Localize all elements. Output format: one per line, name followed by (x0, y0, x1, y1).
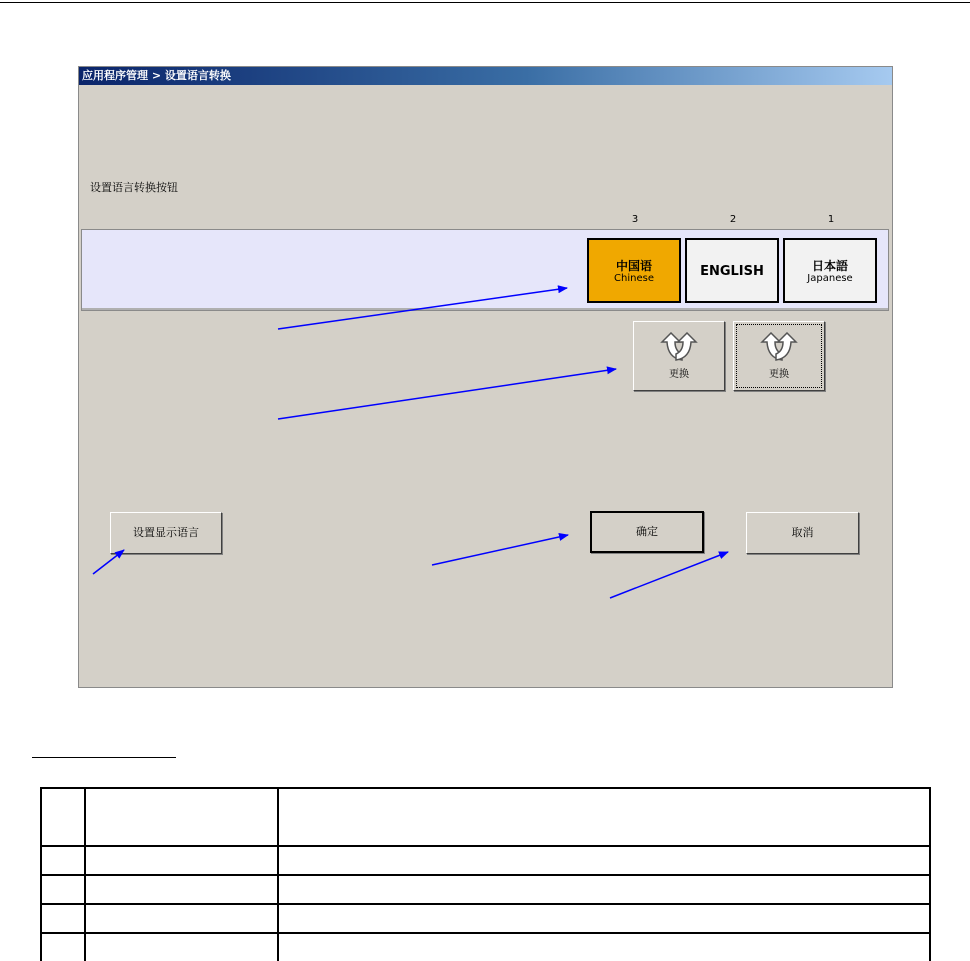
table-row (41, 846, 930, 875)
japanese-language-button[interactable] (783, 238, 877, 303)
breadcrumb: 应用程序管理 > 设置语言转换 (79, 67, 892, 85)
table-cell (41, 846, 85, 875)
language-settings-screen (78, 66, 893, 688)
language-switch-section-label: 设置语言转换按钮 (90, 181, 178, 194)
table-row (41, 875, 930, 904)
language-order-number: 2 (729, 214, 737, 225)
table-cell (85, 846, 278, 875)
ok-button[interactable]: 确定 (590, 511, 704, 553)
language-button-label: ENGLISH (700, 264, 764, 279)
description-table (40, 787, 931, 961)
table-cell (85, 933, 278, 961)
language-order-number: 3 (631, 214, 639, 225)
table-header-row (41, 788, 930, 846)
language-order-number: 1 (827, 214, 835, 225)
table-cell (278, 904, 930, 933)
cancel-button[interactable]: 取消 (746, 512, 859, 554)
language-button-sublabel: Chinese (614, 273, 654, 284)
language-button-label: 日本語 (811, 259, 848, 273)
swap-left-button[interactable] (633, 321, 725, 391)
table-cell (278, 846, 930, 875)
table-row (41, 904, 930, 933)
english-language-button[interactable] (685, 238, 779, 303)
set-display-language-button[interactable]: 设置显示语言 (110, 512, 222, 554)
table-cell (41, 904, 85, 933)
figure-caption (32, 740, 176, 758)
table-cell (85, 904, 278, 933)
table-cell (278, 933, 930, 961)
table-cell (41, 933, 85, 961)
language-button-panel (81, 229, 889, 311)
table-cell (85, 788, 278, 846)
table-cell (41, 875, 85, 904)
swap-right-button[interactable] (733, 321, 825, 391)
table-cell (85, 875, 278, 904)
table-row (41, 933, 930, 961)
swap-arrows-icon (758, 332, 800, 362)
table-cell (41, 788, 85, 846)
language-button-sublabel: Japanese (807, 273, 853, 284)
language-button-label: 中国语 (615, 259, 652, 273)
table-cell (278, 875, 930, 904)
swap-button-label: 更换 (669, 369, 689, 380)
swap-arrows-icon (658, 332, 700, 362)
page-top-rule (0, 2, 970, 3)
chinese-language-button[interactable] (587, 238, 681, 303)
table-cell (278, 788, 930, 846)
swap-button-label: 更换 (769, 369, 789, 380)
